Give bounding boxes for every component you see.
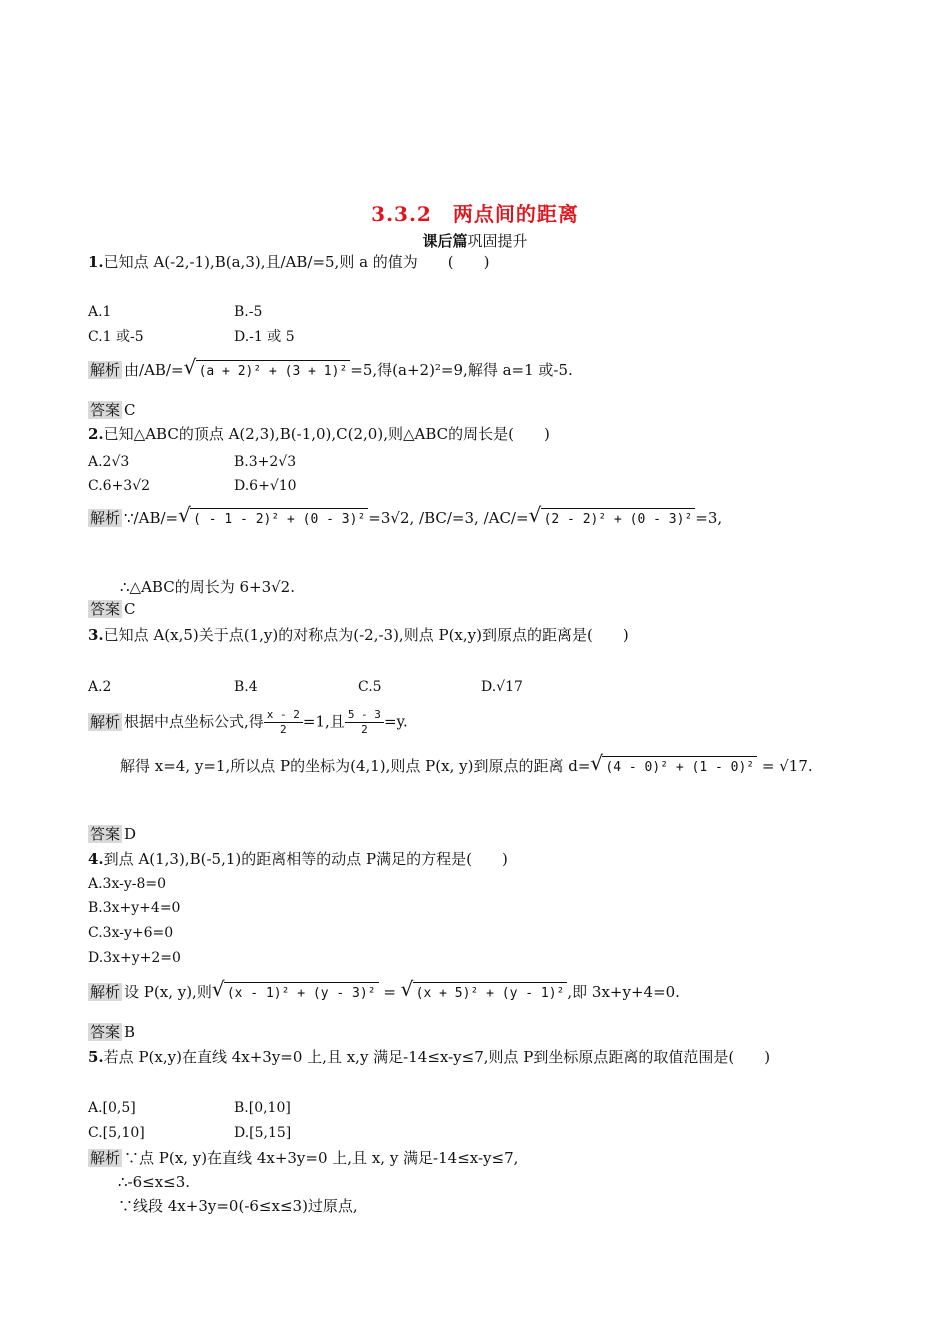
- solution-text: 由/AB/=: [124, 361, 184, 379]
- option-a: A.2√3: [88, 454, 130, 470]
- question-number: 5.: [88, 1048, 104, 1066]
- question-stem: 已知点 A(x,5)关于点(1,y)的对称点为(-2,-3),则点 P(x,y)到原点的距离是( ): [103, 626, 629, 644]
- option-a: A.2: [88, 679, 112, 695]
- question-3: [88, 624, 629, 646]
- answer-tag: 答案: [90, 600, 121, 618]
- question-stem: 到点 A(1,3),B(-5,1)的距离相等的动点 P满足的方程是( ): [103, 850, 508, 868]
- fraction-denominator: 2: [280, 723, 287, 736]
- option-b: B.3x+y+4=0: [88, 900, 181, 916]
- option-a: A.[0,5]: [88, 1100, 136, 1116]
- sqrt-expression: [403, 981, 568, 1005]
- solution-tag: 解析: [90, 1149, 121, 1167]
- sqrt-expression: [214, 981, 379, 1005]
- answer-tag: 答案: [90, 401, 121, 419]
- solution-text: ∵点 P(x, y)在直线 4x+3y=0 上,且 x, y 满足-14≤x-y≤7,: [124, 1149, 519, 1167]
- option-d: D.3x+y+2=0: [88, 950, 181, 966]
- option-a: A.3x-y-8=0: [88, 876, 167, 892]
- solution-tag: 解析: [90, 983, 121, 1001]
- radicand: (4 - 0)² + (1 - 0)²: [602, 756, 757, 779]
- option-b: B.-5: [234, 304, 263, 320]
- answer-1: [88, 399, 136, 421]
- fraction: [345, 708, 384, 737]
- solution-5-line2: ∴-6≤x≤3.: [118, 1173, 191, 1191]
- fraction-numerator: 5 - 3: [345, 708, 384, 723]
- solution-text: ,即 3x+y+4=0.: [567, 983, 680, 1001]
- sqrt-expression: [186, 359, 351, 383]
- option-a: A.1: [88, 304, 112, 320]
- option-c: C.1 或-5: [88, 329, 144, 345]
- option-b: B.4: [234, 679, 258, 695]
- solution-text: =1,且: [302, 712, 345, 731]
- option-c: C.5: [358, 679, 382, 695]
- solution-text: 根据中点坐标公式,得: [124, 712, 264, 731]
- solution-text: =5,得(a+2)²=9,解得 a=1 或-5.: [350, 361, 573, 379]
- page-title: 3.3.2 两点间的距离: [371, 202, 579, 226]
- solution-tag: 解析: [90, 361, 121, 379]
- radicand: (2 - 2)² + (0 - 3)²: [541, 508, 696, 531]
- answer-value: C: [124, 600, 136, 618]
- solution-tag: 解析: [90, 712, 121, 731]
- option-b: B.[0,10]: [234, 1100, 291, 1116]
- question-2: [88, 423, 550, 445]
- solution-4: [88, 981, 680, 1005]
- option-d: D.6+√10: [234, 478, 297, 494]
- solution-2: [88, 507, 722, 531]
- solution-5: [88, 1147, 518, 1169]
- solution-text: =3,: [695, 509, 723, 527]
- option-d: D.[5,15]: [234, 1125, 292, 1141]
- radicand: ( - 1 - 2)² + (0 - 3)²: [190, 508, 368, 531]
- answer-tag: 答案: [90, 825, 121, 843]
- subtitle-bold: 课后篇: [422, 232, 468, 250]
- fraction-denominator: 2: [361, 723, 368, 736]
- sqrt-expression: [180, 507, 368, 531]
- question-stem: 若点 P(x,y)在直线 4x+3y=0 上,且 x,y 满足-14≤x-y≤7,则点 P到坐标原点距离的取值范围是( ): [103, 1048, 771, 1066]
- solution-text: =3√2, /BC/=3, /AC/=: [368, 509, 529, 527]
- question-stem: 已知点 A(-2,-1),B(a,3),且/AB/=5,则 a 的值为 ( ): [103, 253, 490, 271]
- answer-value: D: [124, 825, 137, 843]
- option-c: C.3x-y+6=0: [88, 925, 174, 941]
- answer-tag: 答案: [90, 1023, 121, 1041]
- question-4: [88, 848, 508, 870]
- solution-1: [88, 359, 573, 383]
- option-d: D.√17: [481, 679, 523, 695]
- solution-5-line3: ∵线段 4x+3y=0(-6≤x≤3)过原点,: [118, 1197, 358, 1215]
- question-number: 4.: [88, 850, 104, 868]
- radicand: (x - 1)² + (y - 3)²: [224, 982, 379, 1005]
- option-c: C.[5,10]: [88, 1125, 145, 1141]
- question-1: [88, 251, 490, 273]
- option-d: D.-1 或 5: [234, 329, 295, 345]
- question-5: [88, 1046, 770, 1068]
- answer-4: [88, 1021, 135, 1043]
- solution-text: =: [378, 983, 401, 1001]
- answer-3: [88, 823, 136, 845]
- question-number: 2.: [88, 425, 104, 443]
- solution-3-line2: [120, 755, 813, 779]
- subtitle-rest: 巩固提升: [467, 232, 528, 250]
- page-subtitle: [0, 230, 950, 251]
- question-number: 3.: [88, 626, 104, 644]
- question-number: 1.: [88, 253, 104, 271]
- sqrt-expression: [531, 507, 696, 531]
- solution-3: [88, 708, 408, 737]
- solution-text: ∵/AB/=: [124, 509, 179, 527]
- option-b: B.3+2√3: [234, 454, 297, 470]
- solution-text: 解得 x=4, y=1,所以点 P的坐标为(4,1),则点 P(x, y)到原点的距离 d=: [120, 757, 591, 775]
- option-c: C.6+3√2: [88, 478, 151, 494]
- solution-text: 设 P(x, y),则: [124, 983, 212, 1001]
- answer-2: [88, 598, 136, 620]
- fraction: [264, 708, 303, 737]
- sqrt-expression: [592, 755, 757, 779]
- answer-value: C: [124, 401, 136, 419]
- solution-tag: 解析: [90, 509, 121, 527]
- radicand: (x + 5)² + (y - 1)²: [413, 982, 568, 1005]
- radicand: (a + 2)² + (3 + 1)²: [196, 360, 351, 383]
- answer-value: B: [124, 1023, 136, 1041]
- solution-text: =y.: [383, 712, 408, 731]
- question-stem: 已知△ABC的顶点 A(2,3),B(-1,0),C(2,0),则△ABC的周长是( ): [103, 425, 550, 443]
- fraction-numerator: x - 2: [264, 708, 303, 723]
- solution-2-line2: ∴△ABC的周长为 6+3√2.: [120, 578, 295, 596]
- solution-text: = √17.: [757, 757, 813, 775]
